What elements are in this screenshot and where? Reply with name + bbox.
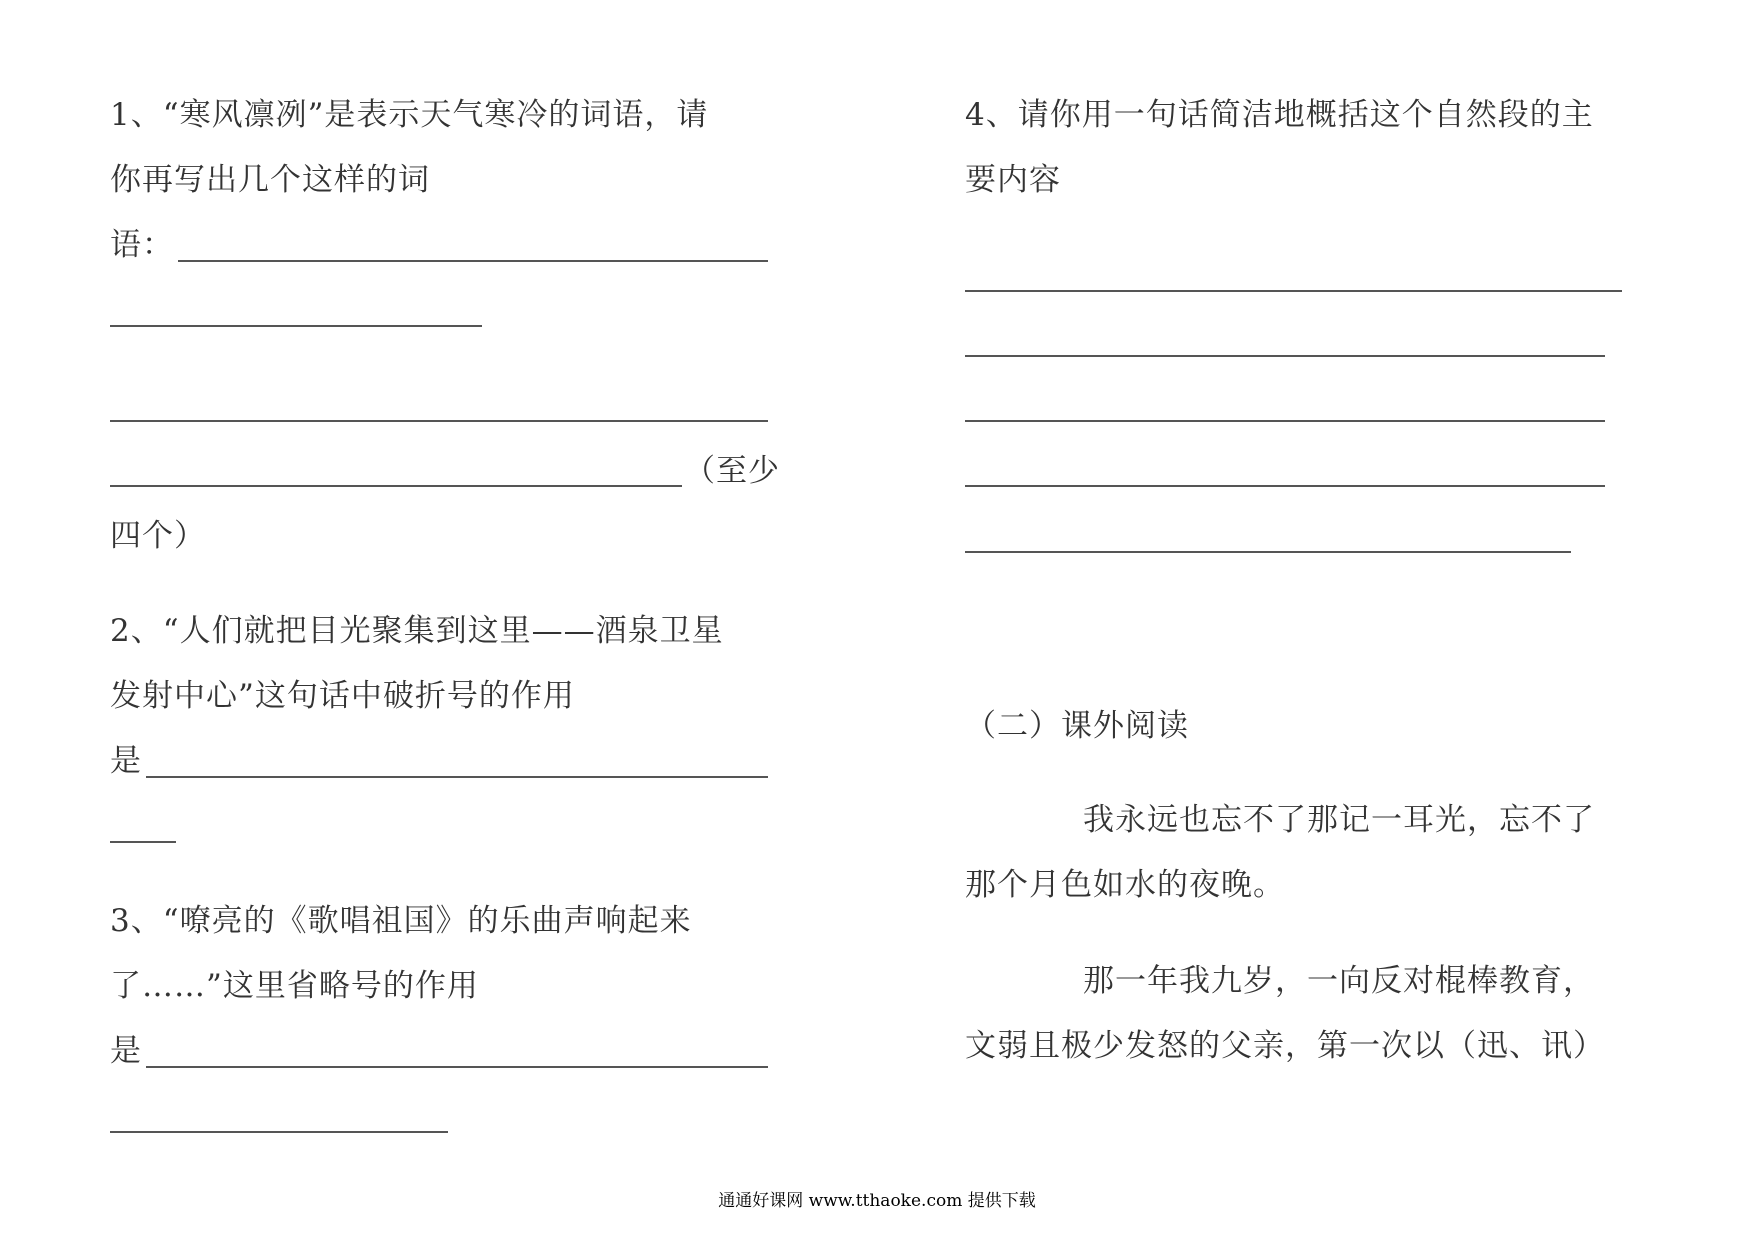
- q1-answer-line-1[interactable]: [178, 260, 768, 262]
- section-heading: （二）课外阅读: [965, 708, 1189, 744]
- q2-line-2: 发射中心”这句话中破折号的作用: [110, 678, 575, 714]
- q1-answer-line-3[interactable]: [110, 420, 768, 422]
- q4-answer-line-1[interactable]: [965, 290, 1622, 292]
- q1-line-1: 1、“寒风凛冽”是表示天气寒冷的词语，请: [110, 97, 709, 133]
- q4-answer-line-2[interactable]: [965, 355, 1605, 357]
- q4-line-2: 要内容: [965, 162, 1061, 198]
- q3-line-1: 3、“嘹亮的《歌唱祖国》的乐曲声响起来: [110, 903, 692, 939]
- passage-p2-line-2: 文弱且极少发怒的父亲，第一次以（迅、讯）: [965, 1028, 1605, 1064]
- q2-line-1: 2、“人们就把目光聚集到这里——酒泉卫星: [110, 613, 724, 649]
- passage-p1-line-1: 我永远也忘不了那记一耳光，忘不了: [1083, 802, 1595, 838]
- q4-line-1: 4、请你用一句话简洁地概括这个自然段的主: [965, 97, 1594, 133]
- q1-tail-2: 四个）: [110, 518, 206, 554]
- q3-line-2: 了……”这里省略号的作用: [110, 968, 479, 1004]
- q2-answer-line-1[interactable]: [146, 776, 768, 778]
- q4-answer-line-4[interactable]: [965, 485, 1605, 487]
- q2-line-3: 是: [110, 743, 142, 779]
- footer-credit: 通通好课网 www.tthaoke.com 提供下载: [718, 1191, 1036, 1211]
- passage-p2-line-1: 那一年我九岁，一向反对棍棒教育，: [1083, 963, 1595, 999]
- q1-answer-line-2[interactable]: [110, 325, 482, 327]
- q4-answer-line-5[interactable]: [965, 551, 1571, 553]
- q1-answer-line-4[interactable]: [110, 485, 682, 487]
- q1-tail-1: （至少: [684, 453, 780, 489]
- q4-answer-line-3[interactable]: [965, 420, 1605, 422]
- q3-answer-line-2[interactable]: [110, 1131, 448, 1133]
- q3-answer-line-1[interactable]: [146, 1066, 768, 1068]
- q1-line-2: 你再写出几个这样的词: [110, 162, 430, 198]
- q2-answer-line-2[interactable]: [110, 841, 176, 843]
- q3-line-3: 是: [110, 1033, 142, 1069]
- passage-p1-line-2: 那个月色如水的夜晚。: [965, 867, 1285, 903]
- q1-line-3: 语：: [110, 227, 174, 263]
